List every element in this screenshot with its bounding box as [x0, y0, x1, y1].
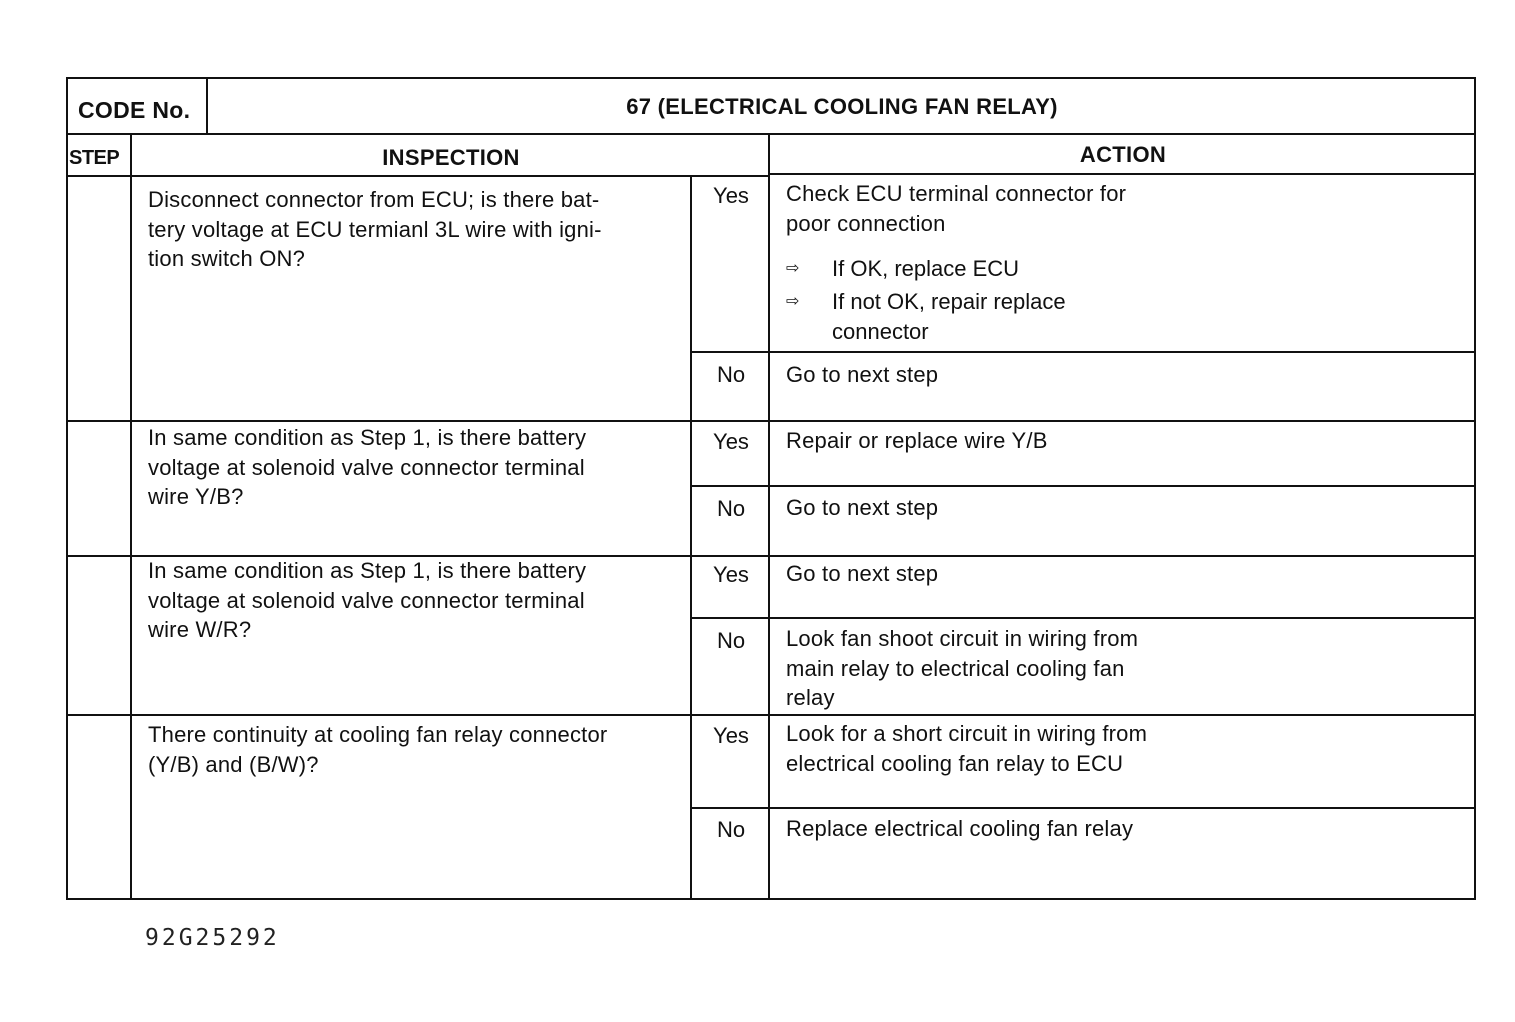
- step-2-no-action: Go to next step: [786, 495, 939, 520]
- yes-no-separator-1: [690, 351, 1476, 353]
- step-2-no-label: No: [716, 496, 746, 521]
- step-4-inspection: There continuity at cooling fan relay connector (Y/B) and (B/W)?: [148, 722, 608, 777]
- bullet-text: If OK, replace ECU: [832, 256, 1020, 281]
- yes-no-separator-4: [690, 807, 1476, 809]
- inspection-column-header: INSPECTION: [382, 145, 520, 170]
- step-4-no-label: No: [716, 817, 746, 842]
- right-arrow-outline-icon: ⇨: [786, 293, 800, 310]
- column-header-divider: [66, 175, 770, 177]
- figure-id: 92G25292: [145, 925, 280, 951]
- header-divider: [66, 133, 1476, 135]
- step-3-yes-label: Yes: [713, 562, 749, 587]
- step-column-divider: [130, 134, 132, 900]
- table-border-bottom: [66, 898, 1476, 900]
- action-column-header: ACTION: [1079, 142, 1167, 167]
- step-2-yes-action: Repair or replace wire Y/B: [786, 428, 1048, 453]
- code-title: 67 (ELECTRICAL COOLING FAN RELAY): [626, 94, 1058, 119]
- right-arrow-outline-icon: ⇨: [786, 260, 800, 277]
- step-3-inspection: In same condition as Step 1, is there battery voltage at solenoid valve connector terminal wire W/R?: [148, 558, 587, 642]
- step-column-header: STEP: [69, 147, 120, 169]
- step-separator-3: [66, 714, 1476, 716]
- table-border-top: [66, 77, 1476, 79]
- yes-no-column-divider: [690, 175, 692, 900]
- step-3-no-label: No: [716, 628, 746, 653]
- table-border-left: [66, 77, 68, 900]
- yes-no-separator-2: [690, 485, 1476, 487]
- column-header-divider-action: [770, 173, 1476, 175]
- bullet-text: If not OK, repair replace connector: [832, 289, 1066, 344]
- step-1-yes-bullet-1: [786, 254, 1019, 284]
- step-1-yes-bullet-2: [786, 287, 1066, 346]
- code-label: CODE No.: [78, 97, 191, 123]
- step-separator-1: [66, 420, 1476, 422]
- step-2-yes-label: Yes: [713, 429, 749, 454]
- step-4-no-action: Replace electrical cooling fan relay: [786, 816, 1134, 841]
- diagnostic-table: [66, 77, 1476, 900]
- step-2-inspection: In same condition as Step 1, is there battery voltage at solenoid valve connector terminal wire Y/B?: [148, 425, 587, 509]
- table-border-right: [1474, 77, 1476, 900]
- step-1-no-action: Go to next step: [786, 362, 939, 387]
- step-4-yes-action: Look for a short circuit in wiring from electrical cooling fan relay to ECU: [786, 721, 1148, 776]
- step-3-no-action: Look fan shoot circuit in wiring from main relay to electrical cooling fan relay: [786, 626, 1139, 710]
- yes-no-separator-3: [690, 617, 1476, 619]
- step-3-yes-action: Go to next step: [786, 561, 939, 586]
- step-1-inspection: Disconnect connector from ECU; is there bat- tery voltage at ECU termianl 3L wire with igni- tion switch ON?: [148, 187, 602, 271]
- step-4-yes-label: Yes: [713, 723, 749, 748]
- step-1-yes-label: Yes: [713, 183, 749, 208]
- step-1-no-label: No: [716, 362, 746, 387]
- step-1-yes-action: Check ECU terminal connector for poor connection: [786, 181, 1127, 236]
